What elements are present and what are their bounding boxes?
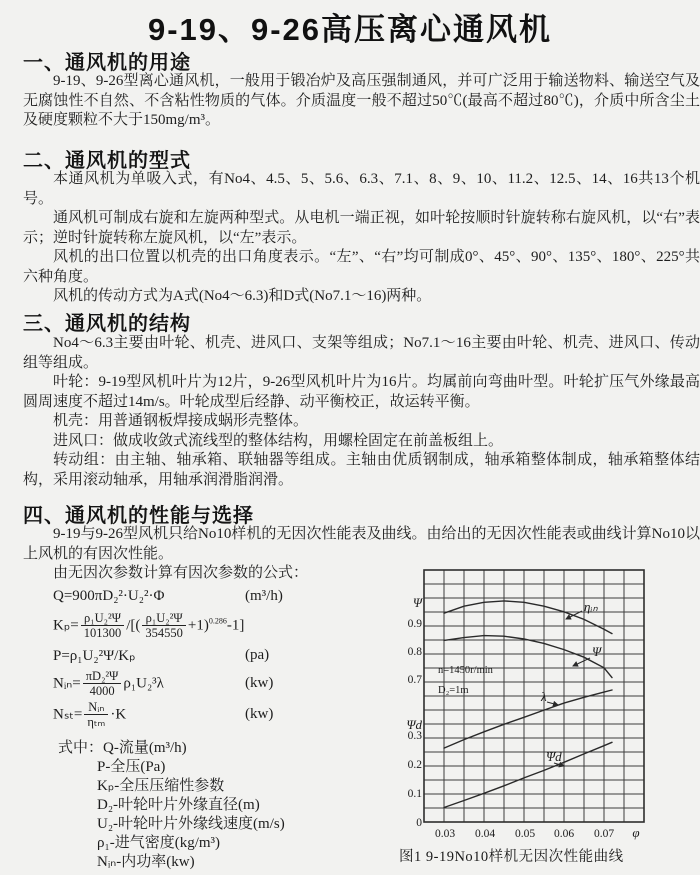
fraction <box>81 611 125 641</box>
annotation-diameter: D₂=1m <box>438 685 469 696</box>
x-tick-0.07: 0.07 <box>593 828 615 840</box>
y-tick-0.3: 0.3 <box>407 730 422 742</box>
legend-item: ρ₁-进气密度(kg/m³) <box>97 835 221 851</box>
formula-nst-unit: (kw) <box>245 706 274 722</box>
fraction <box>84 700 108 730</box>
section-1-heading: 一、通风机的用途 <box>23 52 191 74</box>
symbol-legend <box>58 739 285 872</box>
paragraph: 9-19、9-26型离心通风机，一般用于锻冶炉及高压强制通风，并可广泛用于输送物料、输送空气及无腐蚀性不自然、不含粘性物质的气体。介质温度一般不超过50℃(最高不超过80℃)，介质中所含尘土及硬度颗粒不大于150mg/m³。 <box>23 73 700 128</box>
paragraph: 叶轮：9-19型风机叶片为12片，9-26型风机叶片为16片。均属前向弯曲叶型。叶轮扩压气外缘最高圆周速度不超过14m/s。叶轮成型后经静、动平衡校正，故运转平衡。 <box>23 374 700 410</box>
section-2-heading: 二、通风机的型式 <box>23 150 191 172</box>
y-tick-0: 0 <box>416 817 422 829</box>
y-tick-0.2: 0.2 <box>407 759 422 771</box>
section-3-body <box>23 334 700 490</box>
formula-nst <box>53 700 126 730</box>
curve-2 <box>444 690 612 748</box>
numerator: ρ₁U₂²Ψ <box>81 611 125 626</box>
denominator: ηₜₘ <box>87 715 106 729</box>
paragraph: 9-19与9-26型风机只给No10样机的无因次性能表及曲线。由给出的无因次性能表或曲线计算No10以上风机的有因次性能。 <box>23 526 700 562</box>
curve-label-lambda: λ <box>541 689 547 704</box>
formula-kp <box>53 611 244 641</box>
denominator: 4000 <box>89 684 115 698</box>
formula-p-unit: (pa) <box>245 646 270 663</box>
y-tick-0.1: 0.1 <box>407 788 422 800</box>
curve-label-psid: Ψd <box>546 749 562 764</box>
curve-label-eta: ηᵢₙ <box>584 599 598 614</box>
annotation-speed: n=1450r/min <box>438 665 493 676</box>
formula-nin-unit: (kw) <box>245 675 274 691</box>
formula-p: P=ρ₁U₂²Ψ/Kₚ <box>53 647 136 664</box>
formula-kp-mid: /[( <box>126 616 141 633</box>
denominator: 101300 <box>83 626 122 640</box>
formula-nst-rhs: ·K <box>110 705 127 722</box>
formula-nst-lhs: Nₛₜ= <box>53 705 83 722</box>
formula-nin-lhs: Nᵢₙ= <box>53 674 81 691</box>
formula-kp-exponent: 0.286 <box>208 615 227 625</box>
fraction <box>142 611 186 641</box>
legend-label: 式中： <box>58 740 104 756</box>
legend-item: D₂-叶轮叶片外缘直径(m) <box>97 797 260 813</box>
y-axis-label-psi: Ψ <box>412 595 422 610</box>
x-tick-0.04: 0.04 <box>474 828 496 840</box>
paragraph: 风机的出口位置以机壳的出口角度表示。“左”、“右”均可制成0°、45°、90°、135°、180°、225°共六种角度。 <box>23 249 700 285</box>
pointer-psi <box>573 658 590 666</box>
denominator: 354550 <box>145 626 183 640</box>
numerator: Nᵢₙ <box>84 700 108 715</box>
performance-chart-svg <box>398 563 700 845</box>
formula-nin <box>53 669 164 699</box>
pointer-lambda <box>547 702 558 705</box>
legend-item: Nᵢₙ-内功率(kw) <box>97 854 195 870</box>
paragraph: No4～6.3主要由叶轮、机壳、进风口、支架等组成；No7.1～16主要由叶轮、机壳、进风口、传动组等组成。 <box>23 335 700 371</box>
paragraph: 风机的传动方式为A式(No4～6.3)和D式(No7.1～16)两种。 <box>53 288 432 304</box>
chart-grid <box>424 570 644 822</box>
x-axis-label-phi: φ <box>632 825 640 840</box>
paragraph: 本通风机为单吸入式，有No4、4.5、5、5.6、6.3、7.1、8、9、10、11.2、12.5、14、16共13个机号。 <box>23 171 700 207</box>
section-4-heading: 四、通风机的性能与选择 <box>23 505 254 527</box>
paragraph: 机壳：用普通钢板焊接成蜗形壳整体。 <box>53 413 309 429</box>
y-tick-0.7: 0.7 <box>407 674 422 686</box>
fraction <box>83 669 122 699</box>
figure-caption: 图1 9-19No10样机无因次性能曲线 <box>399 849 624 865</box>
formula-nin-rhs: ρ₁U₂³λ <box>123 674 164 691</box>
legend-item: Kₚ-全压压缩性参数 <box>97 778 225 794</box>
legend-item: Q-流量(m³/h) <box>103 740 187 756</box>
y-axis-label-psid: Ψd <box>406 717 422 732</box>
paragraph: 进风口：做成收敛式流线型的整体结构，用螺栓固定在前盖板组上。 <box>53 432 504 449</box>
x-tick-0.05: 0.05 <box>514 828 536 840</box>
numerator: ρ₁U₂²Ψ <box>142 611 186 626</box>
legend-line <box>58 739 285 758</box>
formula-flow <box>53 584 393 609</box>
x-tick-0.03: 0.03 <box>434 828 456 840</box>
paragraph: 通风机可制成右旋和左旋两种型式。从电机一端正视，如叶轮按顺时针旋转称右旋风机，以“右”表示；逆时针旋转称左旋风机，以“左”表示。 <box>23 210 700 246</box>
formula-q: Q=900πD₂²·U₂²·Φ <box>53 588 165 604</box>
curve-label-psi: Ψ <box>592 644 602 659</box>
formula-internal-power <box>53 668 393 699</box>
formula-kp-end: -1] <box>226 616 245 633</box>
numerator: πD₂²Ψ <box>83 669 122 684</box>
formula-shaft-power <box>53 699 393 730</box>
formula-kp-tail: +1) <box>187 616 209 633</box>
paragraph: 转动组：由主轴、轴承箱、联轴器等组成。主轴由优质钢制成，轴承箱整体制成，轴承箱整体结构，采用滚动轴承，用轴承润滑脂润滑。 <box>23 452 700 488</box>
legend-item: P-全压(Pa) <box>97 759 166 775</box>
paragraph: 由无因次参数计算有因次参数的公式： <box>53 565 309 581</box>
section-2-body <box>23 170 700 307</box>
formula-pressure <box>53 642 393 668</box>
formula-kp-lhs: Kₚ= <box>53 616 79 633</box>
y-tick-0.8: 0.8 <box>407 646 422 658</box>
section-3-heading: 三、通风机的结构 <box>23 313 191 335</box>
formula-block <box>53 584 393 730</box>
x-tick-0.06: 0.06 <box>553 828 575 840</box>
legend-item: U₂-叶轮叶片外缘线速度(m/s) <box>97 816 285 832</box>
formula-q-unit: (m³/h) <box>245 588 283 604</box>
y-tick-0.9: 0.9 <box>407 618 422 630</box>
formula-compressibility <box>53 609 393 642</box>
performance-chart <box>398 563 700 845</box>
section-1-body <box>23 72 700 131</box>
chart-curves <box>444 601 612 808</box>
page-title: 9-19、9-26高压离心通风机 <box>147 12 553 47</box>
